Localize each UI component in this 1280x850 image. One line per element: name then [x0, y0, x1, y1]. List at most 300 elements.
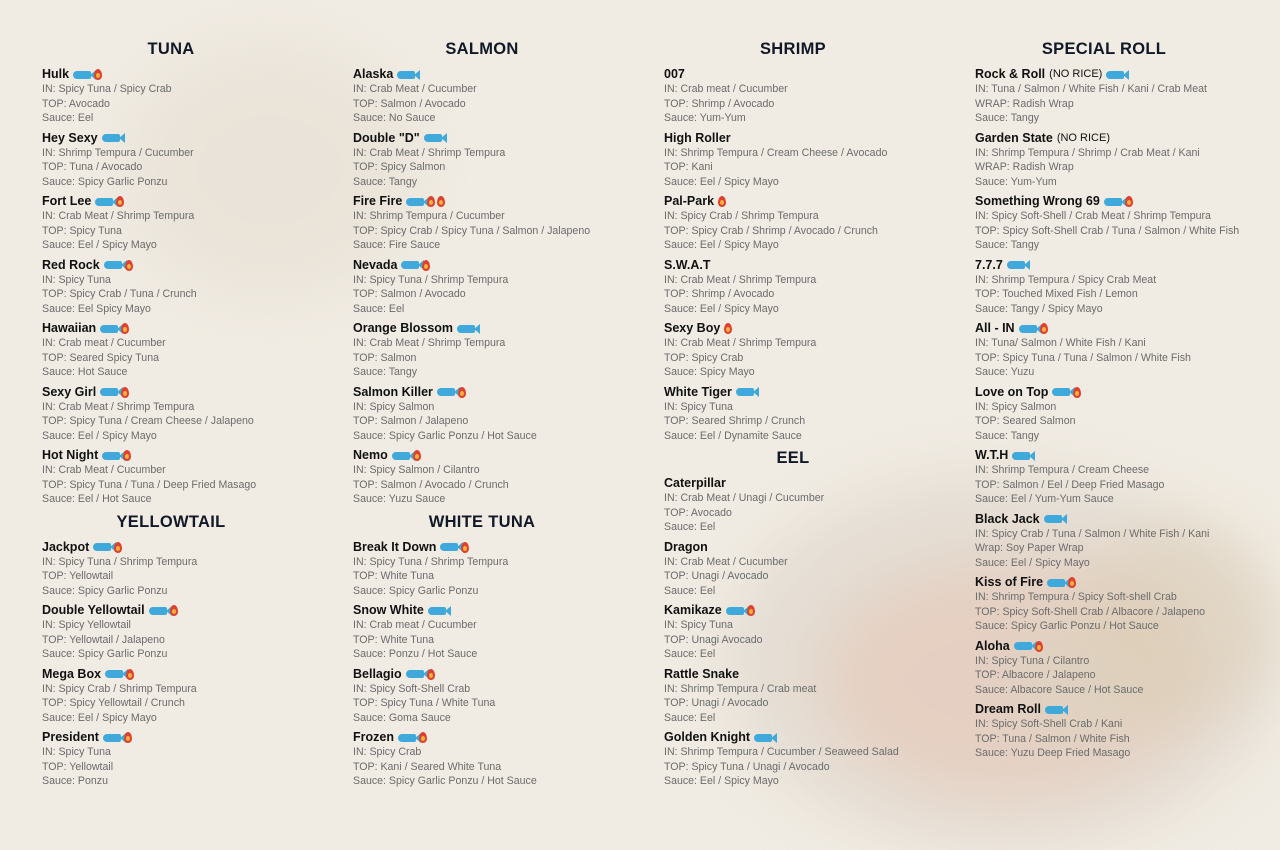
- fire-icon: [413, 450, 421, 461]
- fish-icon: [1106, 71, 1124, 79]
- roll-icons: [1052, 387, 1083, 398]
- roll-icons: [102, 450, 133, 461]
- menu-item: [42, 131, 332, 190]
- roll-detail: TOP: Kani: [664, 161, 713, 173]
- fish-icon: [736, 388, 754, 396]
- roll-name-row: [975, 702, 1265, 717]
- fish-icon: [406, 670, 424, 678]
- roll-name: Rock & Roll: [975, 67, 1046, 81]
- fire-icon: [427, 669, 435, 680]
- roll-detail: TOP: Seared Shrimp / Crunch: [664, 415, 806, 427]
- roll-detail: IN: Spicy Tuna: [664, 619, 733, 631]
- roll-detail: Sauce: Spicy Garlic Ponzu: [42, 584, 168, 597]
- roll-name-row: [353, 667, 643, 682]
- menu-item: [975, 258, 1265, 317]
- roll-name: Kamikaze: [664, 603, 722, 617]
- fire-icon: [437, 196, 445, 207]
- roll-detail: IN: Crab Meat / Shrimp Tempura: [42, 210, 195, 222]
- roll-detail: IN: Shrimp Tempura / Spicy Soft-shell Crab: [975, 591, 1177, 603]
- roll-name-row: [975, 639, 1265, 654]
- roll-icons: [397, 71, 418, 79]
- menu-item: [664, 321, 954, 380]
- roll-name: Aloha: [975, 638, 1010, 653]
- menu-item: [975, 512, 1265, 571]
- fish-icon: [754, 734, 772, 742]
- menu-item: [353, 258, 643, 317]
- roll-detail: TOP: Unagi / Avocado: [664, 570, 769, 582]
- roll-name: Golden Knight: [664, 730, 751, 744]
- roll-detail: TOP: Seared Salmon: [975, 415, 1076, 427]
- roll-name-row: [975, 194, 1265, 209]
- roll-name: Hawaiian: [42, 321, 97, 335]
- roll-detail: TOP: Kani / Seared White Tuna: [353, 760, 502, 773]
- roll-name: Sexy Girl: [42, 384, 97, 399]
- fish-icon: [102, 452, 120, 460]
- menu-item: [42, 258, 332, 317]
- roll-name: Fire Fire: [353, 194, 403, 208]
- menu-item: [353, 730, 643, 789]
- fish-icon: [457, 325, 475, 333]
- roll-detail: TOP: Shrimp / Avocado: [664, 97, 775, 110]
- fire-icon: [94, 69, 102, 80]
- roll-detail: IN: Spicy Crab / Shrimp Tempura: [664, 210, 819, 222]
- roll-name-row: [353, 603, 643, 618]
- roll-name: Double "D": [353, 130, 420, 145]
- roll-detail: Sauce: Eel / Spicy Mayo: [975, 556, 1090, 569]
- roll-name: Jackpot: [42, 539, 90, 554]
- menu-item: [664, 476, 954, 535]
- roll-detail: IN: Crab Meat / Shrimp Tempura: [664, 273, 817, 286]
- fire-icon: [1073, 387, 1081, 398]
- menu-item: [42, 67, 332, 126]
- roll-detail: Sauce: Spicy Garlic Ponzu / Hot Sauce: [353, 775, 537, 787]
- roll-detail: WRAP: Radish Wrap: [975, 161, 1074, 173]
- roll-name: Alaska: [353, 67, 394, 81]
- roll-name-row: [42, 194, 332, 209]
- roll-name-row: [975, 131, 1265, 146]
- roll-name-row: [664, 667, 954, 682]
- roll-name: Dragon: [664, 539, 708, 554]
- fish-icon: [100, 325, 118, 333]
- menu-item: [42, 321, 332, 380]
- roll-detail: Sauce: Tangy: [353, 175, 418, 188]
- roll-name-row: [664, 476, 954, 491]
- fish-icon: [93, 543, 111, 551]
- roll-name-row: [42, 730, 332, 745]
- roll-detail: Sauce: Tangy: [975, 429, 1040, 442]
- roll-name-row: [975, 512, 1265, 527]
- roll-icons: [428, 607, 449, 615]
- fire-icon: [170, 605, 178, 616]
- roll-detail: IN: Shrimp Tempura / Cream Cheese: [975, 464, 1150, 476]
- fire-icon: [126, 669, 134, 680]
- roll-detail: TOP: Yellowtail: [42, 570, 114, 582]
- menu-column-3: [664, 40, 954, 794]
- roll-name: 007: [664, 67, 685, 81]
- menu-item: [42, 730, 332, 789]
- roll-icons: [1106, 71, 1127, 79]
- fire-icon: [114, 542, 122, 553]
- roll-detail: IN: Crab Meat / Cucumber: [42, 464, 166, 476]
- fish-icon: [103, 734, 121, 742]
- fish-icon: [102, 134, 120, 142]
- roll-name: Hulk: [42, 67, 70, 81]
- menu-column-1: [42, 40, 332, 794]
- menu-item: [975, 321, 1265, 380]
- fire-icon: [747, 605, 755, 616]
- roll-detail: Sauce: Yum-Yum: [975, 175, 1057, 188]
- roll-name: President: [42, 730, 99, 744]
- roll-icons: [1044, 515, 1065, 523]
- fish-icon: [95, 198, 113, 206]
- section-heading: EEL: [776, 449, 810, 467]
- roll-detail: IN: Crab Meat / Shrimp Tempura: [42, 400, 195, 413]
- roll-detail: TOP: Salmon / Jalapeno: [353, 415, 469, 427]
- roll-icons: [406, 196, 447, 207]
- roll-name: Sexy Boy: [664, 321, 721, 335]
- roll-name: Break It Down: [353, 539, 437, 554]
- roll-name: Orange Blossom: [353, 321, 454, 335]
- roll-icons: [103, 732, 134, 743]
- roll-detail: Wrap: Soy Paper Wrap: [975, 542, 1084, 554]
- menu-item: [975, 448, 1265, 507]
- fish-icon: [1014, 642, 1032, 650]
- roll-name-row: [353, 131, 643, 146]
- roll-icons: [392, 450, 423, 461]
- roll-icons: [457, 325, 478, 333]
- roll-detail: IN: Spicy Tuna / Shrimp Tempura: [353, 555, 509, 568]
- fire-icon: [422, 260, 430, 271]
- roll-name-row: [975, 321, 1265, 336]
- roll-detail: IN: Crab Meat / Unagi / Cucumber: [664, 492, 825, 504]
- roll-detail: Sauce: Albacore Sauce / Hot Sauce: [975, 683, 1144, 696]
- roll-icons: [440, 542, 471, 553]
- roll-detail: IN: Crab Meat / Shrimp Tempura: [353, 146, 506, 159]
- fire-icon: [1125, 196, 1133, 207]
- section-heading: WHITE TUNA: [428, 512, 536, 531]
- roll-detail: IN: Shrimp Tempura / Cucumber / Seaweed Salad: [664, 746, 899, 758]
- roll-icons: [1007, 261, 1028, 269]
- menu-item: [353, 131, 643, 190]
- section-heading: SPECIAL ROLL: [1041, 40, 1167, 58]
- roll-detail: IN: Spicy Tuna / Shrimp Tempura: [42, 555, 198, 568]
- roll-name: Nevada: [353, 257, 398, 272]
- roll-detail: Sauce: Eel / Hot Sauce: [42, 493, 152, 505]
- roll-name: White Tiger: [664, 384, 732, 399]
- menu-item: [664, 667, 954, 726]
- roll-detail: IN: Spicy Salmon: [975, 400, 1057, 413]
- menu-item: [975, 639, 1265, 698]
- menu-item: [353, 603, 643, 662]
- roll-name-row: [975, 258, 1265, 273]
- roll-detail: TOP: Albacore / Jalapeno: [975, 669, 1096, 681]
- menu-item: [664, 258, 954, 317]
- roll-icons: [1012, 452, 1033, 460]
- fish-icon: [105, 670, 123, 678]
- menu-item: [664, 385, 954, 444]
- roll-name: Caterpillar: [664, 476, 726, 490]
- roll-detail: TOP: Spicy Tuna / Unagi / Avocado: [664, 760, 830, 773]
- section-heading: SHRIMP: [760, 40, 826, 58]
- roll-detail: Sauce: Yum-Yum: [664, 112, 746, 124]
- fish-icon: [392, 452, 410, 460]
- roll-detail: TOP: Spicy Crab: [664, 351, 744, 364]
- roll-detail: Sauce: Eel / Spicy Mayo: [664, 175, 779, 188]
- roll-name-row: [664, 131, 954, 146]
- roll-name: Hey Sexy: [42, 130, 98, 145]
- roll-detail: IN: Crab Meat / Shrimp Tempura: [664, 337, 817, 349]
- roll-detail: Sauce: Yuzu Sauce: [353, 493, 446, 505]
- fire-icon: [461, 542, 469, 553]
- fish-icon: [398, 734, 416, 742]
- fish-icon: [428, 607, 446, 615]
- roll-detail: Sauce: Eel: [42, 112, 94, 124]
- roll-detail: Sauce: Yuzu Deep Fried Masago: [975, 747, 1131, 759]
- roll-detail: Sauce: Eel / Yum-Yum Sauce: [975, 493, 1114, 505]
- roll-icons: [754, 734, 775, 742]
- fish-icon: [397, 71, 415, 79]
- fire-icon: [123, 450, 131, 461]
- menu-item: [664, 131, 954, 190]
- roll-name: Rattle Snake: [664, 666, 740, 681]
- roll-name: Salmon Killer: [353, 384, 433, 399]
- roll-detail: TOP: Spicy Crab / Spicy Tuna / Salmon / Jalapeno: [353, 224, 591, 237]
- roll-name: All - IN: [975, 321, 1015, 335]
- roll-detail: IN: Tuna / Salmon / White Fish / Kani / Crab Meat: [975, 83, 1207, 95]
- roll-name-row: [664, 540, 954, 555]
- menu-item: [353, 321, 643, 380]
- roll-detail: IN: Crab meat / Cucumber: [353, 619, 477, 631]
- roll-detail: IN: Spicy Crab / Shrimp Tempura: [42, 682, 197, 695]
- menu-item: [664, 730, 954, 789]
- fire-icon: [427, 196, 435, 207]
- fish-icon: [1052, 388, 1070, 396]
- fish-icon: [406, 198, 424, 206]
- roll-icons: [437, 387, 468, 398]
- roll-detail: IN: Spicy Tuna / Cilantro: [975, 654, 1090, 667]
- roll-name: Dream Roll: [975, 702, 1041, 716]
- roll-name: Mega Box: [42, 666, 102, 681]
- roll-detail: TOP: Spicy Tuna / White Tuna: [353, 697, 496, 709]
- roll-detail: Sauce: Tangy / Spicy Mayo: [975, 302, 1103, 315]
- roll-name: Snow White: [353, 603, 424, 617]
- roll-icons: [1014, 641, 1045, 652]
- roll-name: Hot Night: [42, 448, 99, 462]
- roll-name-row: [975, 385, 1265, 400]
- roll-detail: Sauce: Spicy Garlic Ponzu: [353, 584, 479, 597]
- roll-detail: IN: Crab Meat / Cucumber: [664, 555, 788, 568]
- roll-detail: IN: Shrimp Tempura / Cream Cheese / Avocado: [664, 146, 888, 159]
- roll-note: (NO RICE): [1056, 131, 1110, 144]
- menu-item: [975, 575, 1265, 634]
- fish-icon: [73, 71, 91, 79]
- roll-icons: [401, 260, 432, 271]
- roll-detail: TOP: Yellowtail / Jalapeno: [42, 633, 165, 646]
- roll-detail: IN: Spicy Soft-Shell / Crab Meat / Shrimp Tempura: [975, 210, 1211, 222]
- roll-detail: Sauce: Eel: [664, 521, 716, 533]
- menu-item: [975, 67, 1265, 126]
- roll-detail: TOP: White Tuna: [353, 570, 435, 582]
- roll-detail: IN: Crab Meat / Cucumber: [353, 83, 477, 95]
- roll-name: Nemo: [353, 448, 388, 462]
- roll-icons: [718, 196, 728, 207]
- roll-name: Fort Lee: [42, 194, 92, 208]
- roll-detail: IN: Shrimp Tempura / Spicy Crab Meat: [975, 273, 1157, 286]
- menu-column-2: [353, 40, 643, 794]
- roll-name-row: [353, 730, 643, 745]
- fish-icon: [1044, 515, 1062, 523]
- roll-detail: WRAP: Radish Wrap: [975, 97, 1074, 110]
- roll-name-row: [42, 67, 332, 82]
- roll-name-row: [42, 385, 332, 400]
- roll-name-row: [42, 131, 332, 146]
- roll-detail: TOP: Salmon / Avocado: [353, 288, 466, 300]
- menu-item: [664, 194, 954, 253]
- menu-item: [42, 540, 332, 599]
- roll-detail: TOP: Unagi / Avocado: [664, 697, 769, 709]
- roll-name-row: [353, 540, 643, 555]
- roll-name-row: [353, 258, 643, 273]
- roll-detail: IN: Spicy Tuna / Shrimp Tempura: [353, 273, 509, 286]
- roll-detail: Sauce: Eel / Spicy Mayo: [664, 239, 779, 251]
- roll-name-row: [42, 603, 332, 618]
- roll-name-row: [42, 258, 332, 273]
- roll-detail: Sauce: Eel: [353, 302, 405, 315]
- roll-detail: IN: Spicy Crab / Tuna / Salmon / White Fish / Kani: [975, 527, 1210, 540]
- roll-detail: TOP: Spicy Yellowtail / Crunch: [42, 697, 185, 709]
- menu-item: [975, 194, 1265, 253]
- roll-detail: IN: Spicy Soft-Shell Crab / Kani: [975, 718, 1123, 730]
- roll-icons: [724, 323, 734, 334]
- roll-detail: Sauce: Eel / Spicy Mayo: [664, 302, 779, 315]
- fire-icon: [1068, 577, 1076, 588]
- roll-detail: Sauce: Spicy Garlic Ponzu / Hot Sauce: [353, 429, 537, 442]
- roll-detail: TOP: Spicy Soft-Shell Crab / Albacore / Jalapeno: [975, 605, 1206, 618]
- menu-item: [664, 67, 954, 126]
- menu-item: [664, 603, 954, 662]
- roll-detail: IN: Crab meat / Cucumber: [664, 83, 788, 95]
- roll-detail: Sauce: Spicy Garlic Ponzu: [42, 648, 168, 660]
- roll-name: W.T.H: [975, 448, 1009, 462]
- roll-detail: TOP: Tuna / Salmon / White Fish: [975, 732, 1130, 745]
- roll-detail: TOP: Avocado: [664, 506, 732, 519]
- menu-item: [353, 385, 643, 444]
- menu-item: [975, 702, 1265, 761]
- roll-name-row: [42, 448, 332, 463]
- roll-name-row: [975, 448, 1265, 463]
- fish-icon: [401, 261, 419, 269]
- roll-detail: TOP: Salmon / Avocado: [353, 97, 466, 110]
- roll-detail: Sauce: Eel / Spicy Mayo: [42, 429, 157, 442]
- roll-detail: IN: Spicy Salmon: [353, 400, 435, 413]
- roll-detail: IN: Spicy Tuna: [42, 746, 111, 758]
- fire-icon: [121, 323, 129, 334]
- menu-item: [42, 385, 332, 444]
- roll-name: Bellagio: [353, 666, 402, 681]
- roll-detail: Sauce: Yuzu: [975, 366, 1035, 378]
- roll-icons: [93, 542, 124, 553]
- roll-detail: TOP: Salmon / Avocado / Crunch: [353, 478, 509, 491]
- fish-icon: [1047, 579, 1065, 587]
- fish-icon: [100, 388, 118, 396]
- roll-name: Red Rock: [42, 257, 100, 272]
- roll-detail: IN: Spicy Crab: [353, 746, 422, 758]
- roll-detail: IN: Shrimp Tempura / Cucumber: [42, 146, 194, 159]
- roll-detail: TOP: Avocado: [42, 97, 110, 110]
- menu-item: [353, 540, 643, 599]
- roll-name-row: [664, 67, 954, 82]
- roll-name-row: [353, 67, 643, 82]
- fire-icon: [1040, 323, 1048, 334]
- roll-detail: Sauce: Eel / Spicy Mayo: [42, 711, 157, 724]
- roll-detail: Sauce: Ponzu / Hot Sauce: [353, 648, 478, 660]
- fish-icon: [424, 134, 442, 142]
- roll-detail: TOP: Salmon: [353, 351, 417, 364]
- roll-icons: [424, 134, 445, 142]
- menu-item: [975, 131, 1265, 190]
- roll-detail: TOP: Spicy Tuna / Tuna / Salmon / White Fish: [975, 351, 1191, 364]
- roll-detail: Sauce: Eel Spicy Mayo: [42, 302, 151, 315]
- fire-icon: [1035, 641, 1043, 652]
- roll-name-row: [353, 194, 643, 209]
- menu-item: [664, 540, 954, 599]
- roll-name-row: [353, 321, 643, 336]
- roll-icons: [406, 669, 437, 680]
- roll-detail: IN: Spicy Salmon / Cilantro: [353, 464, 480, 476]
- fire-icon: [124, 732, 132, 743]
- roll-note: (NO RICE): [1049, 68, 1103, 80]
- menu-item: [42, 194, 332, 253]
- roll-name-row: [664, 385, 954, 400]
- fish-icon: [1104, 198, 1122, 206]
- roll-name: S.W.A.T: [664, 257, 711, 272]
- roll-detail: Sauce: Tangy: [353, 366, 418, 378]
- roll-detail: IN: Crab meat / Cucumber: [42, 337, 166, 349]
- roll-name-row: [664, 194, 954, 209]
- roll-icons: [398, 732, 429, 743]
- roll-detail: IN: Tuna/ Salmon / White Fish / Kani: [975, 337, 1146, 349]
- roll-name-row: [975, 575, 1265, 590]
- roll-icons: [726, 605, 757, 616]
- roll-name-row: [42, 667, 332, 682]
- fish-icon: [437, 388, 455, 396]
- roll-detail: Sauce: Goma Sauce: [353, 711, 451, 724]
- roll-detail: IN: Spicy Tuna: [42, 273, 111, 286]
- roll-detail: IN: Spicy Soft-Shell Crab: [353, 682, 471, 695]
- menu-item: [975, 385, 1265, 444]
- roll-name-row: [353, 385, 643, 400]
- roll-name: Frozen: [353, 730, 394, 744]
- roll-detail: Sauce: Eel / Dynamite Sauce: [664, 429, 802, 442]
- menu-item: [353, 67, 643, 126]
- roll-name: Love on Top: [975, 384, 1049, 399]
- roll-icons: [1047, 577, 1078, 588]
- fish-icon: [1019, 325, 1037, 333]
- roll-icons: [736, 388, 757, 396]
- menu-item: [353, 194, 643, 253]
- section-heading: SALMON: [445, 40, 519, 58]
- roll-detail: Sauce: No Sauce: [353, 112, 436, 124]
- roll-detail: Sauce: Eel / Spicy Mayo: [42, 239, 157, 251]
- roll-detail: IN: Spicy Tuna: [664, 400, 733, 413]
- fire-icon: [419, 732, 427, 743]
- roll-name: High Roller: [664, 130, 731, 145]
- roll-icons: [104, 260, 135, 271]
- menu-item: [42, 448, 332, 507]
- roll-name: Kiss of Fire: [975, 575, 1044, 589]
- roll-detail: IN: Shrimp Tempura / Shrimp / Crab Meat / Kani: [975, 146, 1200, 159]
- roll-name-row: [664, 321, 954, 336]
